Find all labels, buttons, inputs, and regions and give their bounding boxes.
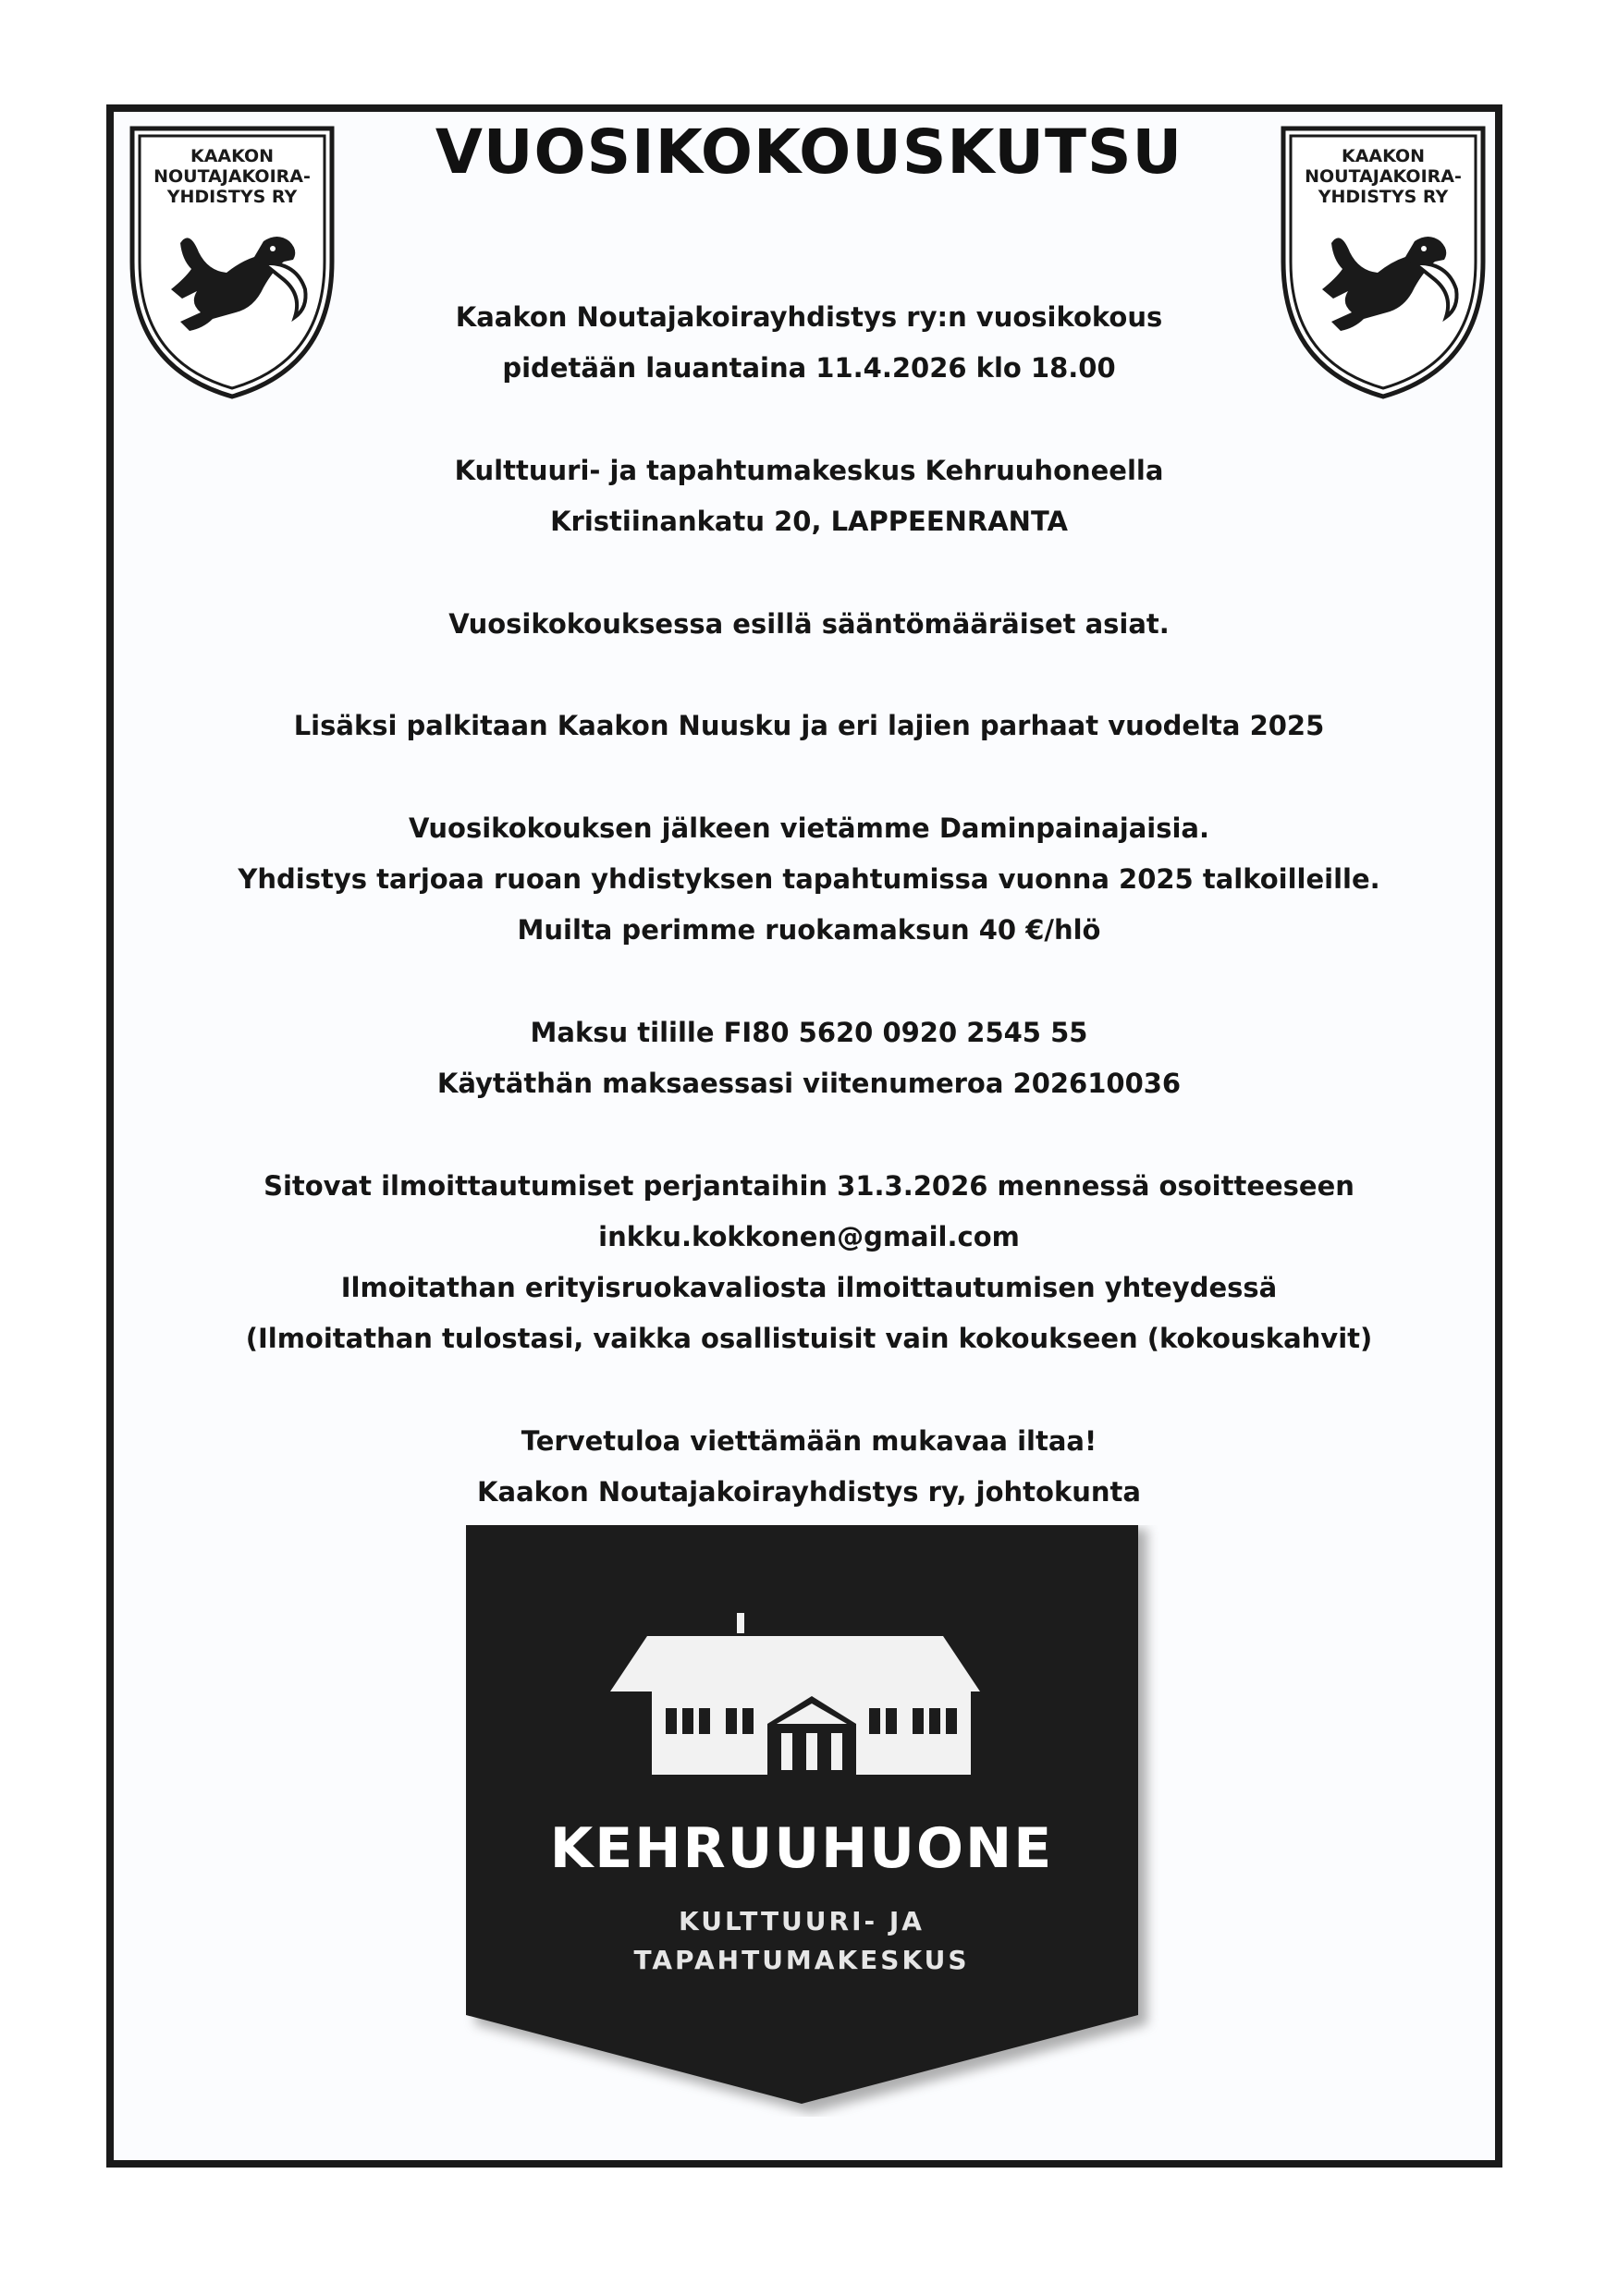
closing-line-2: Kaakon Noutajakoirayhdistys ry, johtokunta: [477, 1476, 1141, 1508]
club-logo-line2: NOUTAJAKOIRA-: [1305, 166, 1462, 187]
awards-line: Lisäksi palkitaan Kaakon Nuusku ja eri lajien parhaat vuodelta 2025: [293, 710, 1325, 741]
payment-line-1: Maksu tilille FI80 5620 0920 2545 55: [530, 1017, 1088, 1048]
signup-email: inkku.kokkonen@gmail.com: [598, 1221, 1020, 1252]
party-line-2: Yhdistys tarjoaa ruoan yhdistyksen tapahtumissa vuonna 2025 talkoilleille.: [238, 863, 1380, 895]
venue-line-2: Kristiinankatu 20, LAPPEENRANTA: [550, 506, 1068, 537]
closing-line-1: Tervetuloa viettämään mukavaa iltaa!: [521, 1425, 1097, 1457]
invite-line-2: pidetään lauantaina 11.4.2026 klo 18.00: [502, 352, 1116, 384]
venue-name: KEHRUUHUONE: [549, 1816, 1054, 1881]
venue-line-1: Kulttuuri- ja tapahtumakeskus Kehruuhoneella: [454, 455, 1164, 486]
manor-house-icon: [610, 1613, 980, 1775]
club-logo-line1: KAAKON: [190, 146, 275, 166]
agenda-line: Vuosikokouksessa esillä sääntömääräiset asiat.: [448, 608, 1170, 640]
venue-logo-banner: [462, 1525, 1160, 2117]
signup-line-4: (Ilmoitathan tulostasi, vaikka osallistuisit vain kokoukseen (kokouskahvit): [245, 1323, 1373, 1354]
party-line-3: Muilta perimme ruokamaksun 40 €/hlö: [517, 914, 1101, 946]
venue-sub-1: KULTTUURI- JA: [679, 1906, 925, 1936]
club-logo-line3: YHDISTYS RY: [1318, 187, 1449, 207]
club-logo-line1: KAAKON: [1341, 146, 1426, 166]
invite-line-1: Kaakon Noutajakoirayhdistys ry:n vuosikokous: [455, 301, 1163, 333]
party-line-1: Vuosikokouksen jälkeen vietämme Daminpainajaisia.: [409, 812, 1209, 844]
signup-line-1: Sitovat ilmoittautumiset perjantaihin 31.3.2026 mennessä osoitteeseen: [264, 1170, 1354, 1202]
page-title: VUOSIKOKOUSKUTSU: [435, 116, 1183, 188]
venue-sub-2: TAPAHTUMAKESKUS: [633, 1945, 970, 1975]
club-logo-line2: NOUTAJAKOIRA-: [153, 166, 311, 187]
club-logo-line3: YHDISTYS RY: [166, 187, 298, 207]
signup-line-3: Ilmoitathan erityisruokavaliosta ilmoittautumisen yhteydessä: [340, 1272, 1278, 1303]
payment-line-2: Käytäthän maksaessasi viitenumeroa 202610036: [436, 1068, 1182, 1099]
